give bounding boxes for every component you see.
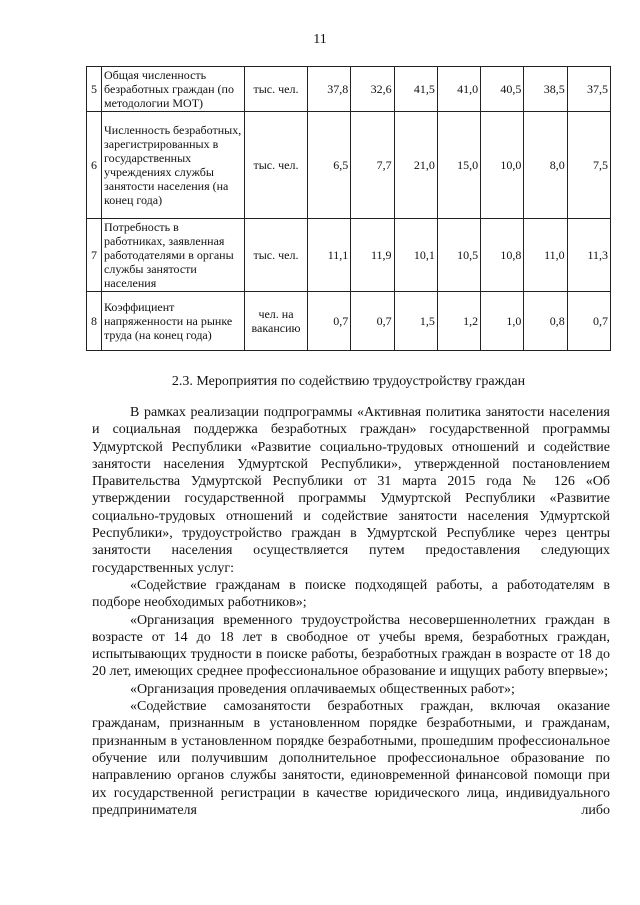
value-cell: 10,5 (437, 219, 480, 292)
value-cell: 40,5 (481, 67, 524, 112)
paragraph: «Организация проведения оплачиваемых общественных работ»; (130, 681, 515, 697)
value-cell: 41,5 (394, 67, 437, 112)
paragraph: «Организация временного трудоустройства несовершеннолетних граждан в возрасте от 14 до 18 лет в свободное от учебы время, безработных граждан, испытывающих трудности в поиске работы, безработных граждан в возрасте от 18 до 20 лет, имеющих среднее профессиональное образование и ищущих работу впервые»; (92, 612, 610, 680)
value-cell: 37,5 (567, 67, 610, 112)
paragraph: «Содействие гражданам в поиске подходящей работы, а работодателям в подборе необходимых работников»; (92, 577, 610, 611)
value-cell: 1,0 (481, 292, 524, 351)
value-cell: 15,0 (437, 112, 480, 219)
paragraph: В рамках реализации подпрограммы «Активная политика занятости населения и социальная поддержка безработных граждан» государственной программы Удмуртской Республики «Развитие социально-трудовых отношений и содействие занятости населения Удмуртской Республики», утвержденной постановлением Правительства Удмуртской Республики от 31 марта 2015 года № 126 «Об утверждении государственной программы Удмуртской Республики «Развитие социально-трудовых отношений и содействие занятости населения Удмуртской Республики», трудоустройство граждан в Удмуртской Республике через центры занятости населения осуществляется путем предоставления следующих государственных услуг: (92, 405, 610, 576)
value-cell: 0,7 (351, 292, 394, 351)
indicator-cell: Коэффициент напряженности на рынке труда (на конец года) (102, 292, 245, 351)
row-number: 6 (87, 112, 102, 219)
section-title: 2.3. Мероприятия по содействию трудоустройству граждан (171, 374, 526, 389)
value-cell: 0,7 (308, 292, 351, 351)
indicators-table (86, 66, 611, 351)
value-cell: 10,1 (394, 219, 437, 292)
value-cell: 21,0 (394, 112, 437, 219)
unit-cell: тыс. чел. (245, 67, 308, 112)
value-cell: 38,5 (524, 67, 567, 112)
row-number: 7 (87, 219, 102, 292)
value-cell: 8,0 (524, 112, 567, 219)
row-number: 8 (87, 292, 102, 351)
value-cell: 0,8 (524, 292, 567, 351)
value-cell: 0,7 (567, 292, 610, 351)
value-cell: 11,3 (567, 219, 610, 292)
row-number: 5 (87, 67, 102, 112)
indicator-cell: Общая численность безработных граждан (по методологии МОТ) (102, 67, 245, 112)
section-body (92, 404, 610, 819)
value-cell: 7,7 (351, 112, 394, 219)
value-cell: 1,5 (394, 292, 437, 351)
value-cell: 11,0 (524, 219, 567, 292)
value-cell: 10,8 (481, 219, 524, 292)
indicator-cell: Потребность в работниках, заявленная работодателями в органы службы занятости населения (102, 219, 245, 292)
table-row (87, 219, 611, 292)
table-row (87, 292, 611, 351)
value-cell: 11,1 (308, 219, 351, 292)
paragraph: «Содействие самозанятости безработных граждан, включая оказание гражданам, признанным в установленном порядке безработными, и гражданам, признанным в установленном порядке безработными, прошедшим профессиональное обучение или получившим дополнительное профессиональное образование по направлению органов службы занятости, единовременной финансовой помощи при их государственной регистрации в качестве юридического лица, индивидуального предпринимателя либо (92, 699, 610, 818)
value-cell: 10,0 (481, 112, 524, 219)
value-cell: 7,5 (567, 112, 610, 219)
indicator-cell: Численность безработных, зарегистрированных в государственных учреждениях службы занятости населения (на конец года) (102, 112, 245, 219)
table-row (87, 67, 611, 112)
unit-cell: чел. на вакансию (245, 292, 308, 351)
unit-cell: тыс. чел. (245, 112, 308, 219)
value-cell: 32,6 (351, 67, 394, 112)
value-cell: 6,5 (308, 112, 351, 219)
unit-cell: тыс. чел. (245, 219, 308, 292)
page-number: 11 (313, 32, 327, 47)
value-cell: 37,8 (308, 67, 351, 112)
value-cell: 11,9 (351, 219, 394, 292)
value-cell: 41,0 (437, 67, 480, 112)
table-row (87, 112, 611, 219)
value-cell: 1,2 (437, 292, 480, 351)
